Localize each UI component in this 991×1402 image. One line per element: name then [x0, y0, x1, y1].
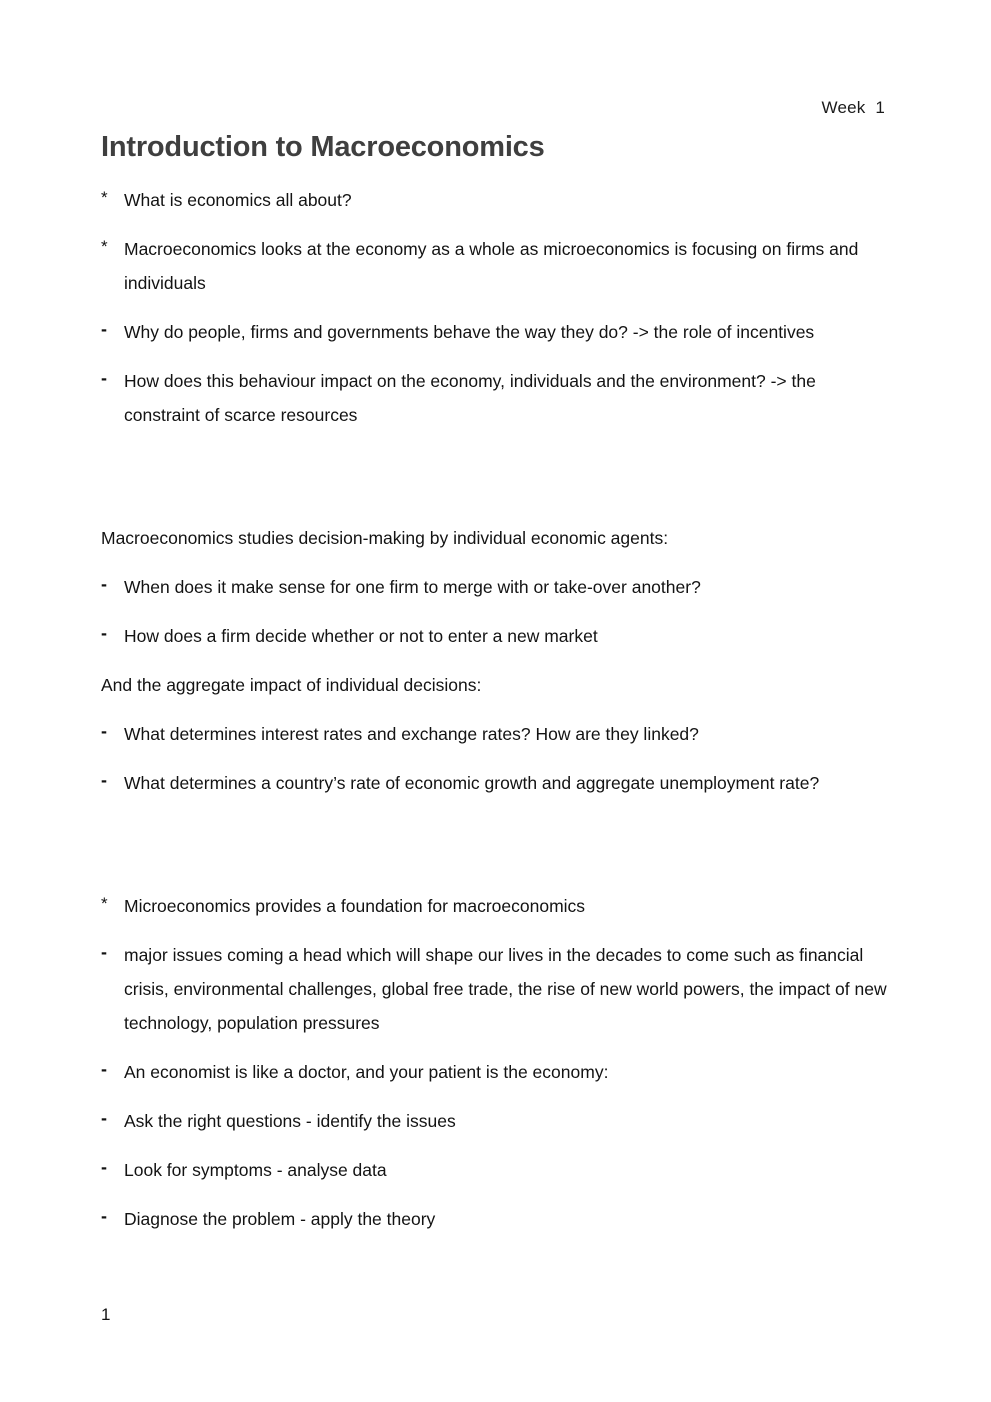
bullet-marker-dash: -: [101, 319, 107, 339]
list-item-text: How does a firm decide whether or not to enter a new market: [124, 626, 598, 646]
list-item-text: Ask the right questions - identify the issues: [124, 1111, 456, 1131]
bullet-marker-dash: -: [101, 1206, 107, 1226]
list-item-text: What determines a country’s rate of economic growth and aggregate unemployment rate?: [124, 773, 820, 793]
bullet-marker-dash: -: [101, 574, 107, 594]
bullet-marker-dash: -: [101, 1108, 107, 1128]
list-item: [101, 889, 891, 923]
list-item-text: Macroeconomics looks at the economy as a whole as microeconomics is focusing on firms and individuals: [124, 239, 859, 293]
bullet-marker-asterisk: *: [101, 188, 108, 207]
list-item: [101, 232, 891, 300]
aggregate-heading: And the aggregate impact of individual decisions:: [101, 675, 482, 695]
list-item-text: How does this behaviour impact on the economy, individuals and the environment? -> the constraint of scarce resources: [124, 371, 816, 425]
section-spacer: [101, 447, 891, 521]
list-item: [101, 1055, 891, 1089]
bullet-marker-asterisk: *: [101, 237, 108, 256]
bullet-marker-dash: -: [101, 942, 107, 962]
list-item: [101, 183, 891, 217]
bullet-marker-dash: -: [101, 721, 107, 741]
list-item-text: What is economics all about?: [124, 190, 352, 210]
list-item-text: Microeconomics provides a foundation for macroeconomics: [124, 896, 586, 916]
page-title: Introduction to Macroeconomics: [101, 131, 545, 163]
aggregate-bullet-list: [101, 717, 891, 800]
list-item: [101, 315, 891, 349]
section-spacer: [101, 815, 891, 889]
bullet-marker-dash: -: [101, 368, 107, 388]
bullet-marker-dash: -: [101, 623, 107, 643]
decision-bullet-list: [101, 570, 891, 653]
list-item: [101, 1202, 891, 1236]
list-item-text: Look for symptoms - analyse data: [124, 1160, 387, 1180]
list-item: [101, 717, 891, 751]
list-item: [101, 1104, 891, 1138]
list-item: [101, 364, 891, 432]
list-item-text: When does it make sense for one firm to merge with or take-over another?: [124, 577, 701, 597]
intro-bullet-list: [101, 183, 891, 432]
bullet-marker-dash: -: [101, 1059, 107, 1079]
bullet-marker-asterisk: *: [101, 894, 108, 913]
list-item-text: An economist is like a doctor, and your patient is the economy:: [124, 1062, 609, 1082]
page-number: 1: [101, 1305, 111, 1324]
list-item: [101, 938, 891, 1040]
list-item-text: What determines interest rates and exchange rates? How are they linked?: [124, 724, 699, 744]
list-item: [101, 619, 891, 653]
list-item-text: Why do people, firms and governments behave the way they do? -> the role of incentives: [124, 322, 815, 342]
list-item-text: major issues coming a head which will shape our lives in the decades to come such as financial crisis, environmental challenges, global free trade, the rise of new world powers, the impact of new technology, population pressures: [124, 945, 887, 1033]
week-label: Week 1: [821, 98, 885, 117]
decision-heading: Macroeconomics studies decision-making by individual economic agents:: [101, 528, 669, 548]
list-item: [101, 570, 891, 604]
list-item: [101, 766, 891, 800]
bullet-marker-dash: -: [101, 770, 107, 790]
list-item-text: Diagnose the problem - apply the theory: [124, 1209, 436, 1229]
document-body: [101, 183, 891, 1251]
bullet-marker-dash: -: [101, 1157, 107, 1177]
list-item: [101, 1153, 891, 1187]
foundation-bullet-list: [101, 889, 891, 1236]
